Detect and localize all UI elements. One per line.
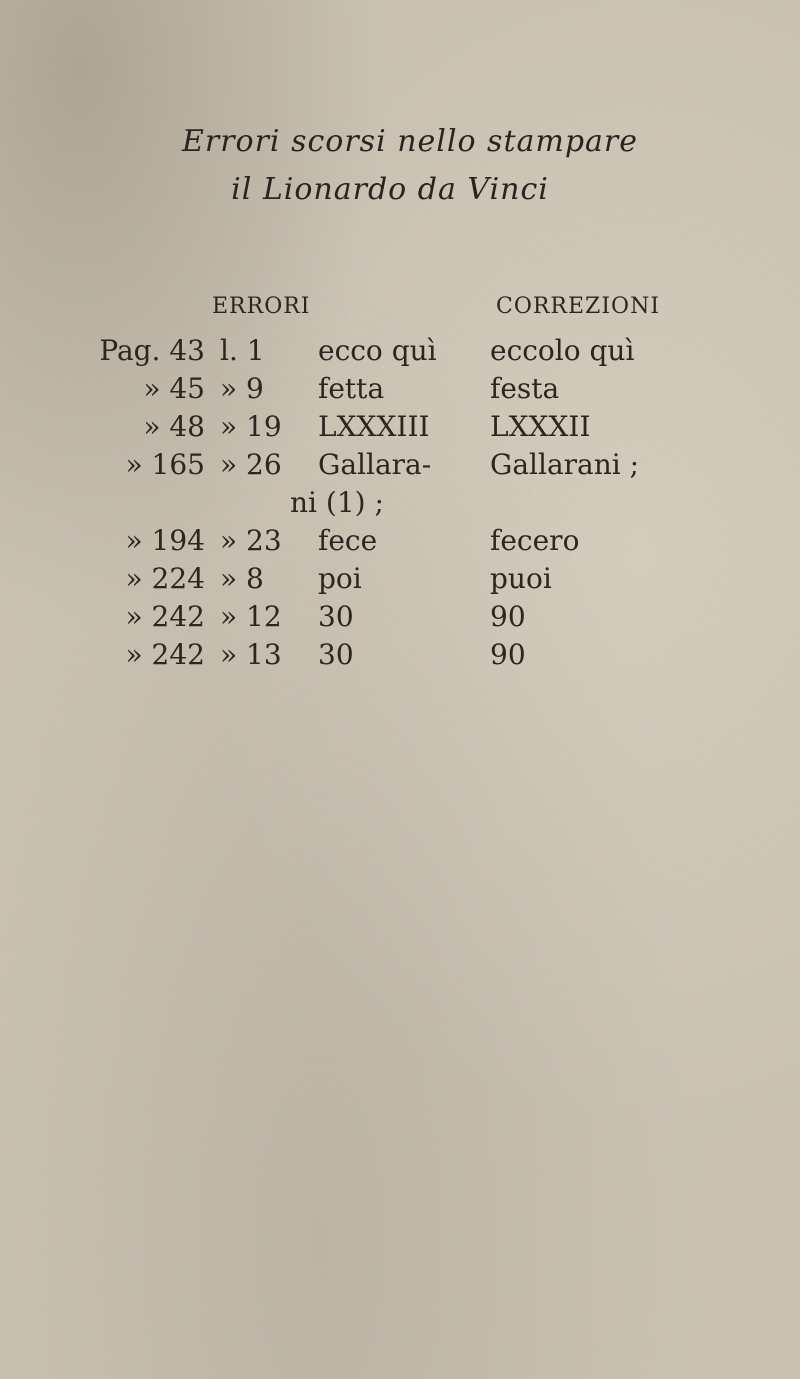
correzioni-header: CORREZIONI	[496, 294, 661, 319]
errata-title: Errori scorsi nello stampare	[181, 124, 639, 159]
page-number: » 45	[143, 372, 205, 405]
page-number: » 224	[125, 562, 205, 595]
errori-header: ERRORI	[212, 294, 311, 319]
correction-text: 90	[490, 638, 526, 671]
correction-text: puoi	[490, 562, 552, 595]
errata-row	[0, 334, 800, 374]
page-number: » 194	[125, 524, 205, 557]
line-number: » 19	[220, 410, 282, 443]
error-text: fece	[318, 524, 378, 557]
errata-row	[0, 562, 800, 602]
page-number: » 242	[125, 638, 205, 671]
correction-text: eccolo quì	[490, 334, 635, 367]
error-text: fetta	[318, 372, 385, 405]
page-number: » 165	[125, 448, 205, 481]
errata-row	[0, 638, 800, 678]
line-number: » 9	[220, 372, 264, 405]
correction-text: 90	[490, 600, 526, 633]
page-number: » 48	[143, 410, 205, 443]
line-number: l. 1	[220, 334, 265, 367]
line-number: » 13	[220, 638, 282, 671]
line-number: » 12	[220, 600, 282, 633]
page-number: Pag. 43	[99, 334, 205, 367]
correction-text: festa	[490, 372, 560, 405]
error-text: 30	[318, 600, 354, 633]
errata-row	[0, 372, 800, 412]
errata-row	[0, 524, 800, 564]
errata-row	[0, 600, 800, 640]
correction-text: LXXXII	[490, 410, 591, 443]
correction-text: Gallarani ;	[490, 448, 640, 481]
errata-subtitle: il Lionardo da Vinci	[231, 172, 549, 207]
errata-row	[0, 448, 800, 488]
errata-row	[0, 410, 800, 450]
error-text: 30	[318, 638, 354, 671]
page-number: » 242	[125, 600, 205, 633]
line-number: » 8	[220, 562, 264, 595]
error-text: ecco quì	[318, 334, 437, 367]
continuation-text: ni (1) ;	[290, 486, 384, 519]
error-text: poi	[318, 562, 362, 595]
correction-text: fecero	[490, 524, 580, 557]
line-number: » 26	[220, 448, 282, 481]
error-text: Gallara-	[318, 448, 432, 481]
error-text: LXXXIII	[318, 410, 430, 443]
line-number: » 23	[220, 524, 282, 557]
errata-row-continuation	[0, 486, 800, 526]
